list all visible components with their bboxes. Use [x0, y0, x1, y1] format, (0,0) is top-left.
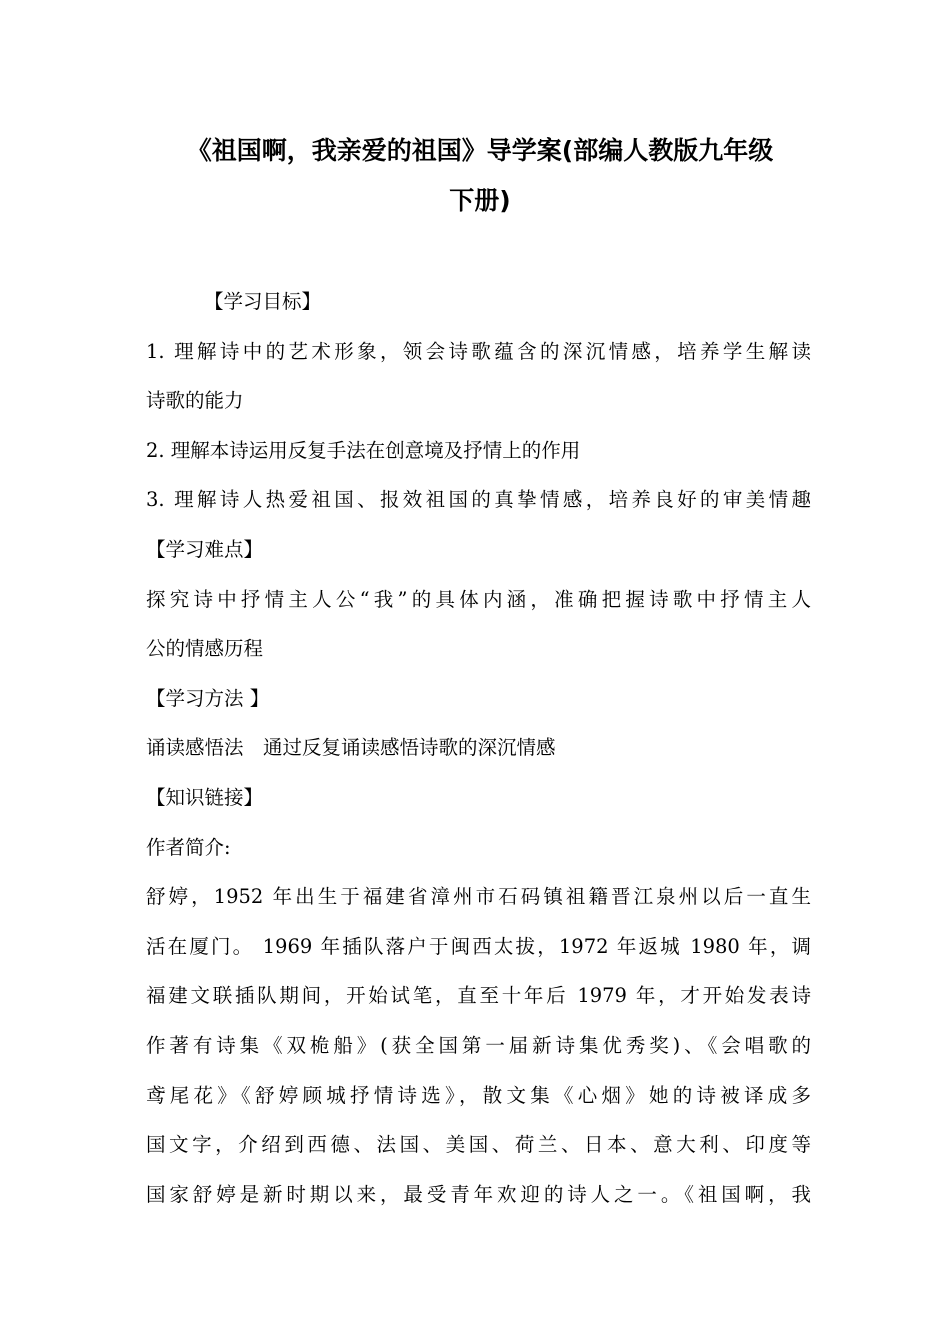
- bio-line: 福建文联插队期间，开始试笔，直至十年后 1979 年，才开始发表诗: [146, 984, 811, 1008]
- title-line-1: 《祖国啊，我亲爱的祖国》导学案(部编人教版九年级: [186, 136, 774, 165]
- bio-line: 作著有诗集《双桅船》(获全国第一届新诗集优秀奖)、《会唱歌的: [146, 1033, 811, 1057]
- bio-line: 鸢尾花》《舒婷顾城抒情诗选》，散文集《心烟》她的诗被译成多: [146, 1083, 811, 1107]
- difficulty-heading: 【学习难点】: [146, 537, 264, 561]
- objectives-heading: 【学习目标】: [204, 290, 322, 313]
- document-body: [146, 277, 811, 1219]
- objective-3: 3. 理解诗人热爱祖国、报效祖国的真挚情感，培养良好的审美情趣: [146, 488, 811, 512]
- knowledge-heading: 【知识链接】: [146, 785, 264, 809]
- bio-line: 活在厦门。 1969 年插队落户于闽西太拔，1972 年返城 1980 年，调: [146, 934, 811, 958]
- difficulty-line-a: 探究诗中抒情主人公“我”的具体内涵，准确把握诗歌中抒情主人: [146, 587, 811, 611]
- objective-1-line-b: 诗歌的能力: [146, 389, 244, 413]
- method-text: 诵读感悟法 通过反复诵读感悟诗歌的深沉情感: [146, 736, 556, 760]
- method-heading: 【学习方法 】: [146, 686, 270, 710]
- difficulty-line-b: 公的情感历程: [146, 637, 264, 661]
- author-intro-label: 作者简介:: [146, 835, 231, 859]
- bio-line: 舒婷，1952 年出生于福建省漳州市石码镇祖籍晋江泉州以后一直生: [146, 885, 811, 909]
- objective-2: 2. 理解本诗运用反复手法在创意境及抒情上的作用: [146, 438, 581, 462]
- title-line-2: 下册): [449, 186, 511, 215]
- bio-line: 国家舒婷是新时期以来，最受青年欢迎的诗人之一。《祖国啊，我: [146, 1182, 811, 1206]
- objective-1-line-a: 1. 理解诗中的艺术形象，领会诗歌蕴含的深沉情感，培养学生解读: [146, 339, 811, 363]
- document-title: [150, 126, 810, 226]
- bio-line: 国文字，介绍到西德、法国、美国、荷兰、日本、意大利、印度等: [146, 1133, 811, 1157]
